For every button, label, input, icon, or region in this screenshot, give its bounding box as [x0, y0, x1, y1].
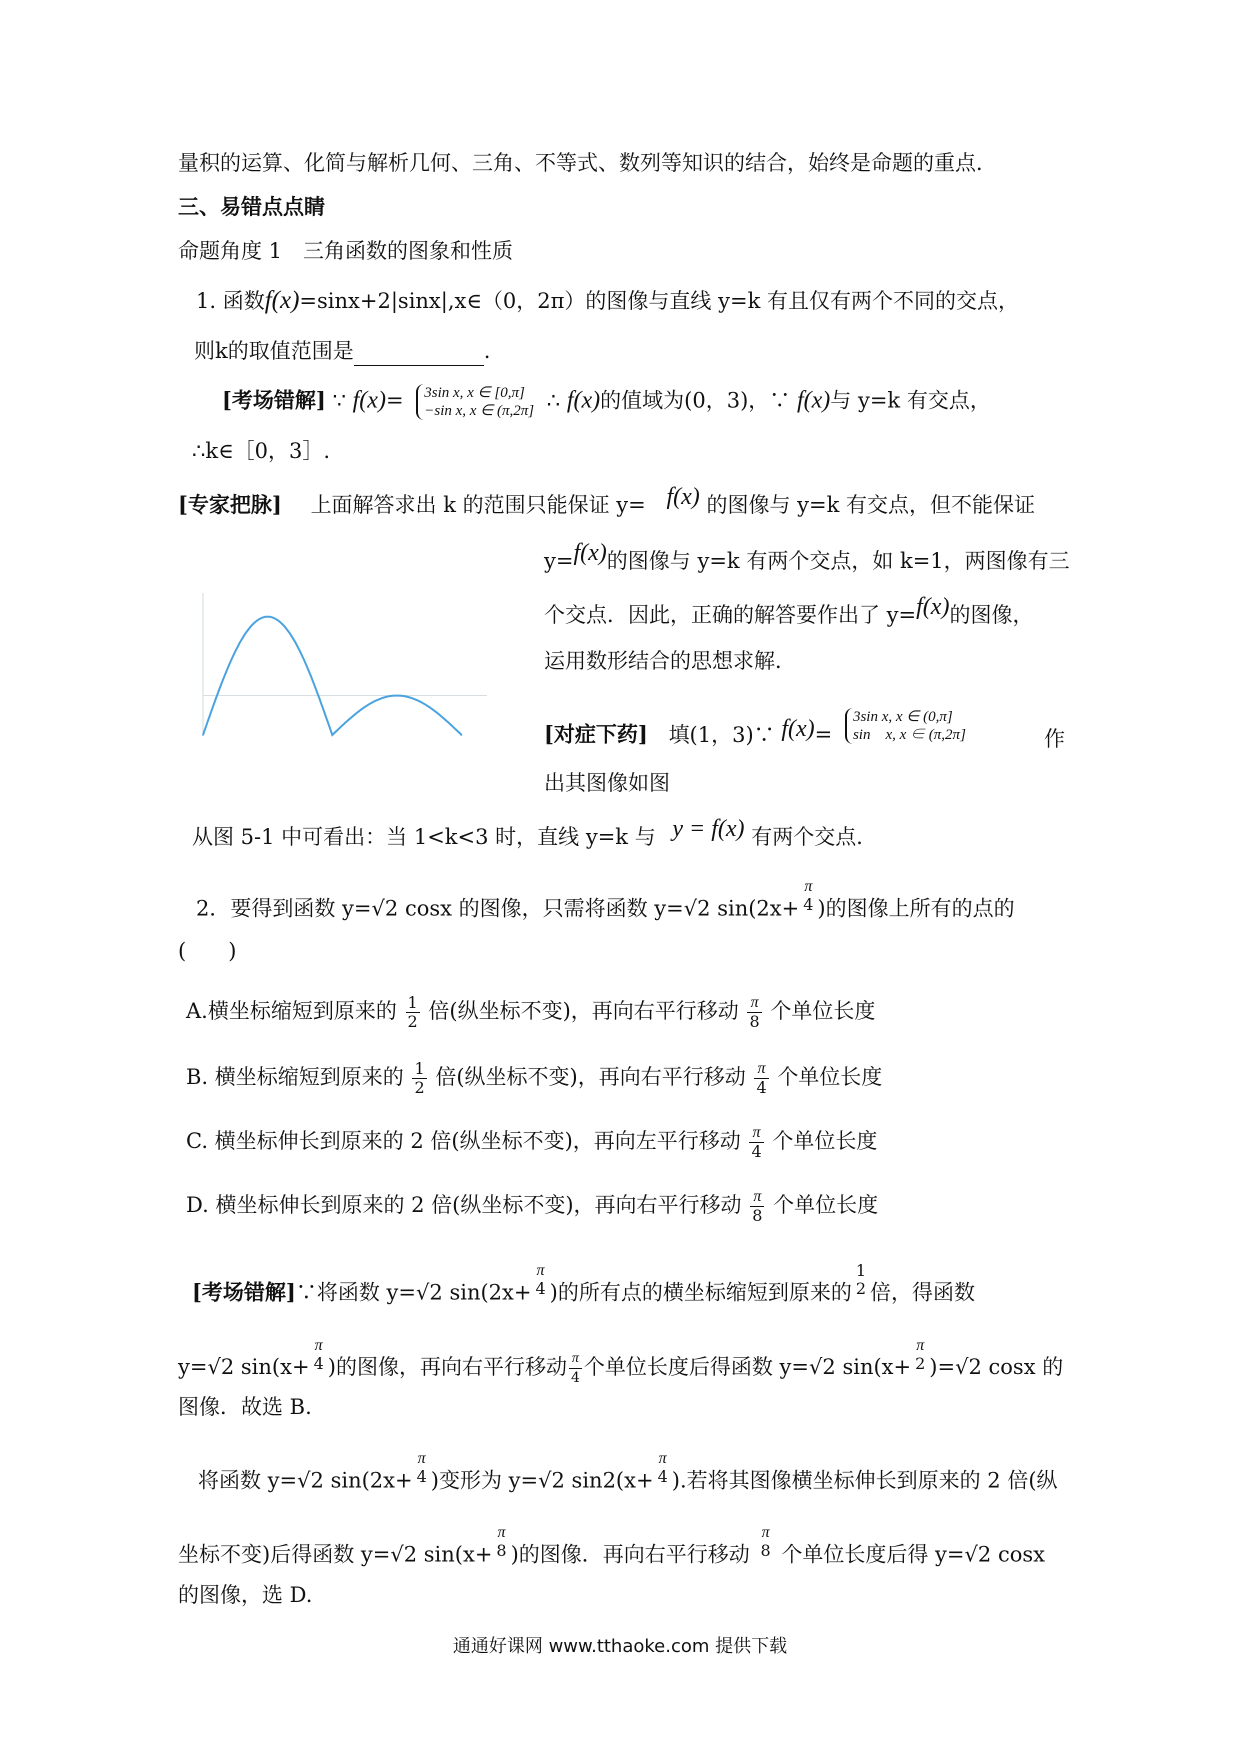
piecewise-brace-2: 3sin x, x ∈ (0,π] sin x, x ∈ (π,2π]	[845, 708, 966, 744]
data-point	[251, 625, 253, 627]
data-point	[267, 616, 269, 618]
q2-error-line2: y=√2 sin(x+ π 4 )的图像，再向右平行移动 $\frac{\pi}{4}$ 个单位长度后得函数 y=√2 sin(x+ π 2 )=√2 cosx 的	[178, 1336, 1064, 1386]
data-point	[445, 719, 447, 721]
q2-error-line3: 图像．故选 B.	[178, 1395, 312, 1419]
q1-expert: [专家把脉] 上面解答求出 k 的范围只能保证 y= f(x) 的图像与 y=k 有交点，但不能保证	[178, 484, 1036, 517]
q1-fix: [对症下药] 填(1，3)∵ f(x)= 3sin x, x ∈ (0,π] sin x, x ∈ (π,2π]	[544, 709, 966, 747]
data-point	[299, 651, 301, 653]
q1-stem-2: 则k的取值范围是 .	[194, 336, 490, 366]
series-line	[203, 617, 462, 735]
q1-error-solution: [考场错解] ∵ f(x)= 3sin x, x ∈ [0,π] −sin x, x ∈ (π,2π] ∴ f(x)的值域为(0，3)，∵ f(x)与 y=k 有交点，	[222, 385, 991, 419]
data-point	[315, 689, 317, 691]
data-point	[202, 734, 204, 736]
section-title: 三、易错点点睛	[178, 194, 325, 219]
data-point	[396, 695, 398, 697]
sine-graph	[195, 585, 495, 765]
piecewise-brace: 3sin x, x ∈ [0,π] −sin x, x ∈ (π,2π]	[416, 384, 534, 420]
q2-option-c: C. 横坐标伸长到原来的 2 倍(纵坐标不变)，再向左平行移动 $\frac{\pi}{4}$ 个单位长度	[186, 1124, 878, 1161]
intro-paragraph: 量积的运算、化简与解析几何、三角、不等式、数列等知识的结合，始终是命题的重点．	[178, 151, 997, 175]
q1-expert-3: 个交点．因此，正确的解答要作出了 y=f(x)的图像，	[544, 594, 1034, 627]
q2-option-d: D. 横坐标伸长到原来的 2 倍(纵坐标不变)，再向右平行移动 $\frac{\pi}{8}$ 个单位长度	[186, 1188, 879, 1225]
q2-stem: 2．要得到函数 y=√2 cosx 的图像，只需将函数 y=√2 sin(2x+ π 4 )的图像上所有的点的	[196, 878, 1015, 921]
data-point	[429, 706, 431, 708]
data-point	[347, 719, 349, 721]
q2-option-a: A.横坐标缩短到原来的 $\frac{1}{2}$ 倍(纵坐标不变)，再向右平行移动 $\frac{\pi}{8}$ 个单位长度	[186, 993, 876, 1031]
q2-paren: ( )	[178, 939, 237, 963]
data-point	[380, 698, 382, 700]
q1-expert-2: y=f(x)的图像与 y=k 有两个交点，如 k=1，两图像有三	[544, 540, 1070, 573]
q2-fix: 将函数 y=√2 sin(2x+ π 4 )变形为 y=√2 sin2(x+ π 4 ).若将其图像横坐标伸长到原来的 2 倍(纵	[198, 1450, 1058, 1493]
q2-fix-2: 坐标不变)后得函数 y=√2 sin(x+ π 8 )的图像．再向右平行移动 π 8 个单位长度后得 y=√2 cosx	[178, 1524, 1045, 1567]
page-footer: 通通好课网 www.tthaoke.com 提供下载	[452, 1636, 788, 1657]
data-point	[413, 698, 415, 700]
data-point	[364, 706, 366, 708]
q2-fix-3: 的图像，选 D.	[178, 1583, 313, 1607]
data-point	[283, 625, 285, 627]
answer-blank	[354, 343, 484, 366]
data-point	[218, 689, 220, 691]
q1-error-conclusion: ∴k∈［0，3］.	[192, 439, 331, 463]
data-point	[331, 734, 333, 736]
q2-error-solution: [考场错解]∵将函数 y=√2 sin(2x+ π 4 )的所有点的横坐标缩短到原来的 1 2 倍，得函数	[192, 1261, 976, 1305]
data-point	[235, 651, 237, 653]
data-point	[461, 734, 463, 736]
q1-fix-2: 出其图像如图	[544, 771, 670, 795]
q1-stem: 1. 函数f(x)=sinx+2|sinx|,x∈（0，2π）的图像与直线 y=k 有且仅有两个不同的交点，	[196, 287, 1019, 314]
angle-title: 命题角度 1 三角函数的图象和性质	[178, 239, 514, 263]
q2-option-b: B. 横坐标缩短到原来的 $\frac{1}{2}$ 倍(纵坐标不变)，再向右平行移动 $\frac{\pi}{4}$ 个单位长度	[186, 1059, 883, 1097]
q1-expert-4: 运用数形结合的思想求解．	[544, 649, 796, 673]
q1-fix-tail: 作	[1044, 727, 1065, 751]
q1-from-figure: 从图 5-1 中可看出：当 1<k<3 时，直线 y=k 与 y = f(x) 有两个交点．	[192, 816, 878, 849]
